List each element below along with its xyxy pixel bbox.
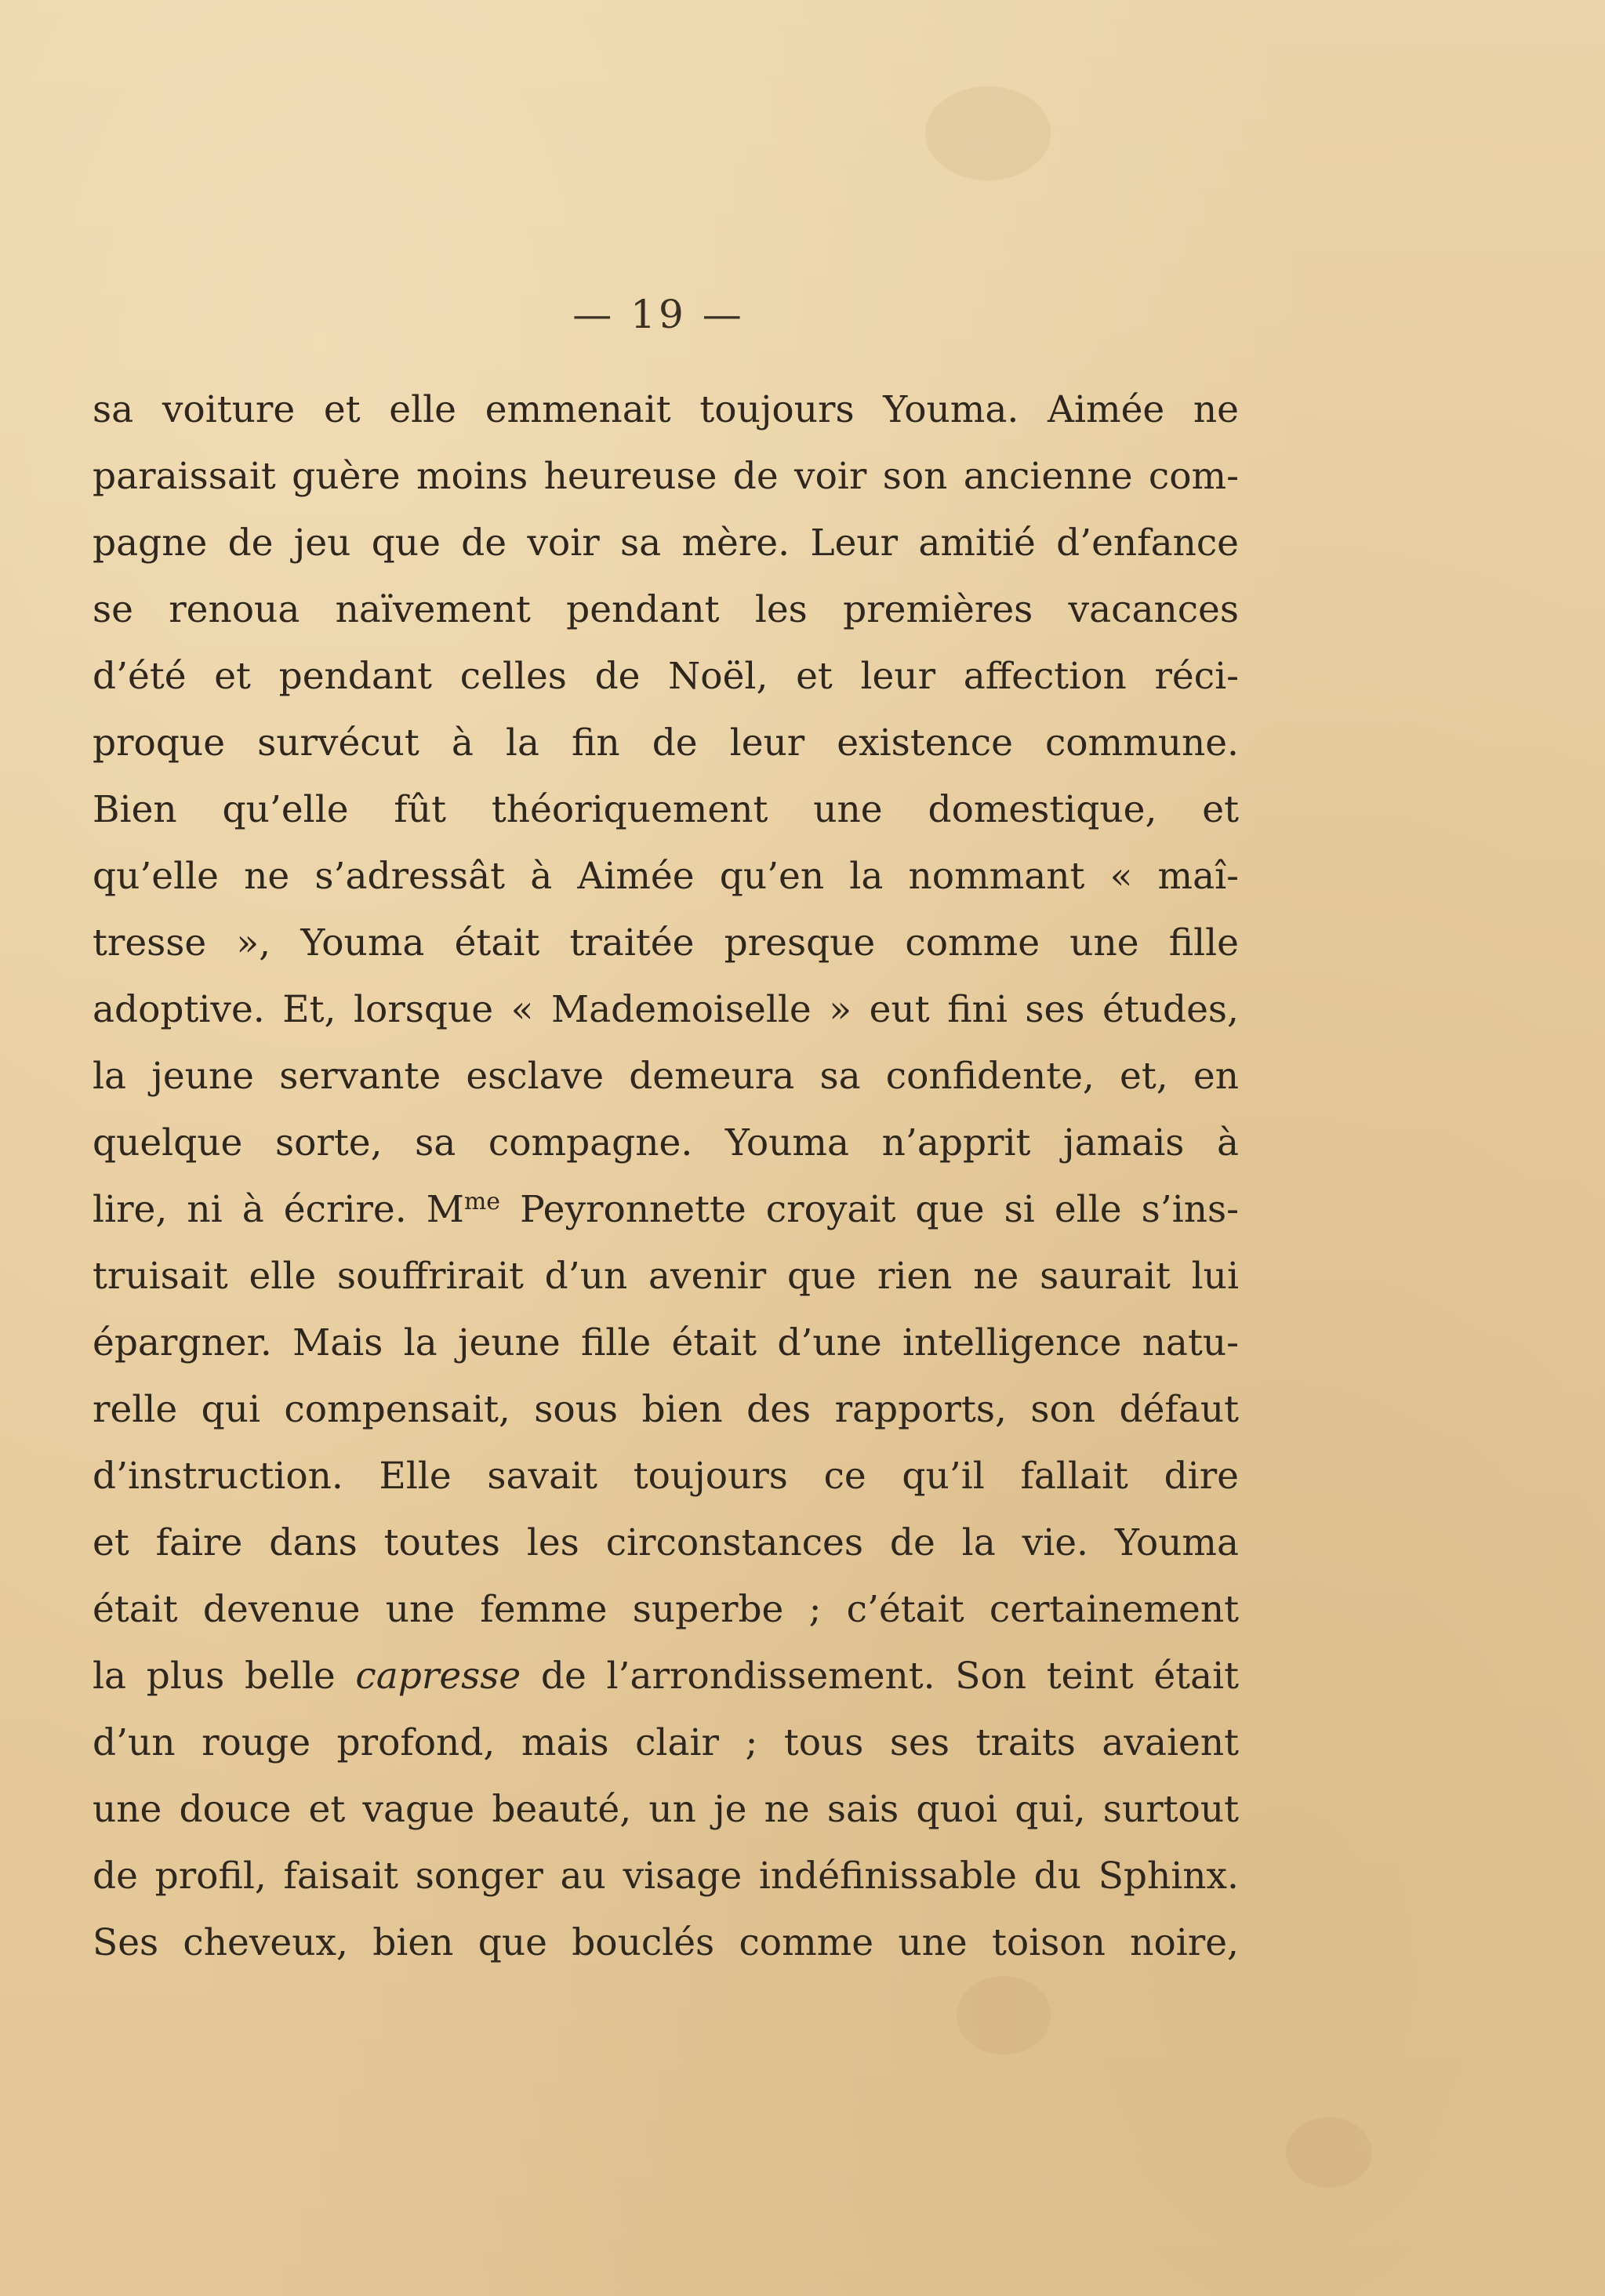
- text-line: truisait elle souffrirait d’un avenir que rien ne saurait lui: [93, 1255, 1239, 1298]
- superscript-abbreviation: me: [463, 1188, 501, 1215]
- text-line: de profil, faisait songer au visage indéfinissable du Sphinx.: [93, 1855, 1239, 1898]
- paper-stain: [957, 1976, 1051, 2054]
- text-line: était devenue une femme superbe ; c’était certainement: [93, 1588, 1239, 1631]
- text-line: épargner. Mais la jeune fille était d’une intelligence natu-: [93, 1321, 1239, 1364]
- text-line: d’été et pendant celles de Noël, et leur affection réci-: [93, 655, 1239, 698]
- text-segment: Peyronnette croyait que si elle s’ins-: [500, 1188, 1239, 1231]
- text-line: d’un rouge profond, mais clair ; tous ses traits avaient: [93, 1721, 1239, 1764]
- text-line: se renoua naïvement pendant les premières vacances: [93, 588, 1239, 631]
- text-line: la jeune servante esclave demeura sa confidente, et, en: [93, 1055, 1239, 1098]
- paper-stain: [1286, 2117, 1372, 2188]
- text-line: une douce et vague beauté, un je ne sais quoi qui, surtout: [93, 1788, 1239, 1831]
- text-line: adoptive. Et, lorsque « Mademoiselle » eut fini ses études,: [93, 988, 1239, 1031]
- text-line-with-italic: [93, 1643, 1239, 1709]
- text-line: qu’elle ne s’adressât à Aimée qu’en la nommant « maî-: [93, 855, 1239, 898]
- text-line: paraissait guère moins heureuse de voir son ancienne com-: [93, 455, 1239, 498]
- text-line: Ses cheveux, bien que bouclés comme une toison noire,: [93, 1921, 1239, 1964]
- text-line: proque survécut à la fin de leur existence commune.: [93, 721, 1239, 765]
- italic-word: capresse: [355, 1655, 521, 1698]
- text-line: tresse », Youma était traitée presque comme une fille: [93, 921, 1239, 965]
- text-segment: de l’arrondissement. Son teint était: [521, 1655, 1239, 1698]
- text-line: pagne de jeu que de voir sa mère. Leur amitié d’enfance: [93, 521, 1239, 565]
- text-line-with-superscript: [93, 1176, 1239, 1243]
- body-text: [93, 376, 1239, 1976]
- text-line: et faire dans toutes les circonstances de la vie. Youma: [93, 1521, 1239, 1564]
- text-line: d’instruction. Elle savait toujours ce qu’il fallait dire: [93, 1455, 1239, 1498]
- text-line: quelque sorte, sa compagne. Youma n’apprit jamais à: [93, 1121, 1239, 1164]
- text-segment: la plus belle: [93, 1655, 356, 1698]
- page-number: — 19 —: [572, 292, 745, 337]
- text-line: relle qui compensait, sous bien des rapports, son défaut: [93, 1388, 1239, 1431]
- paper-stain: [925, 86, 1051, 180]
- text-line: sa voiture et elle emmenait toujours Youma. Aimée ne: [93, 388, 1239, 431]
- text-line: Bien qu’elle fût théoriquement une domestique, et: [93, 788, 1239, 831]
- text-segment: lire, ni à écrire. M: [93, 1188, 464, 1231]
